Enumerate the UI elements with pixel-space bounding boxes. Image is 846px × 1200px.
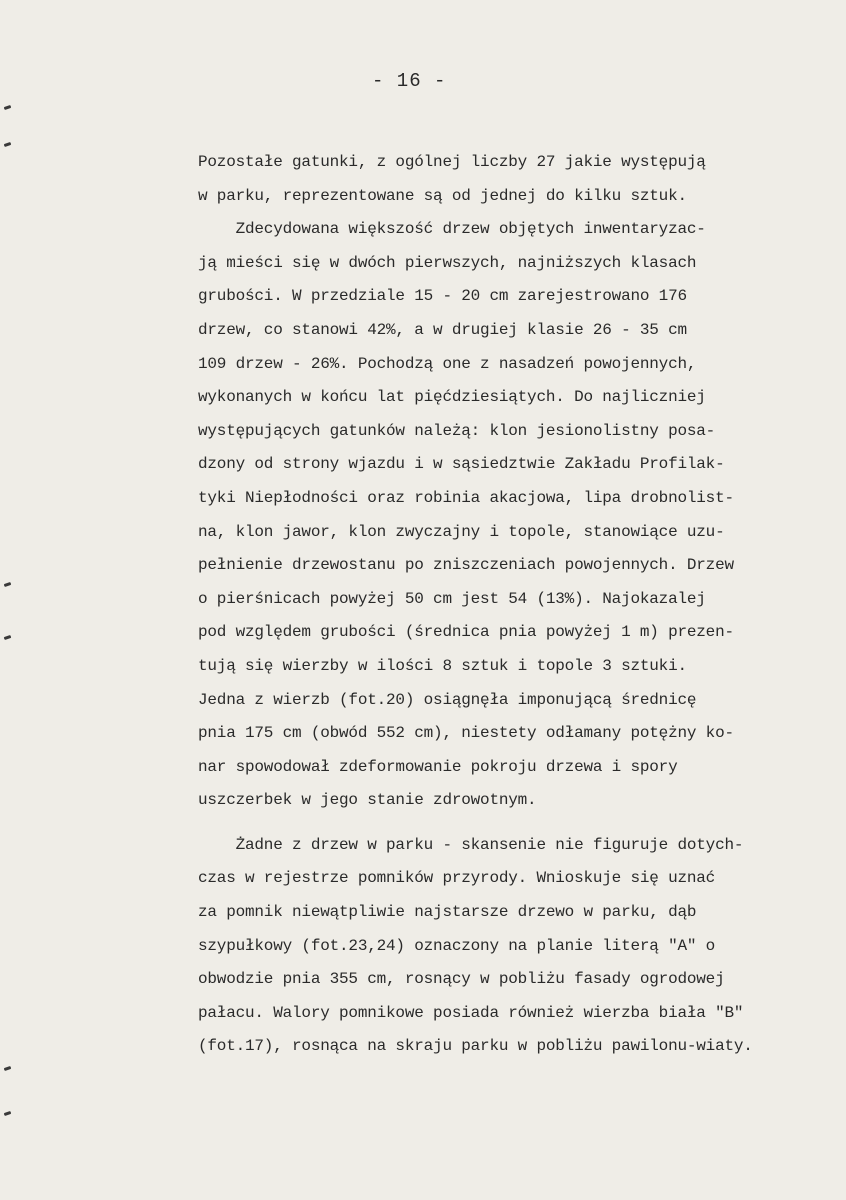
text-line: za pomnik niewątpliwie najstarsze drzewo w parku, dąb bbox=[198, 903, 697, 922]
paragraph-gap bbox=[198, 818, 818, 829]
binding-hole-mark bbox=[4, 142, 12, 147]
paragraph-2 bbox=[198, 213, 818, 818]
text-line: Żadne z drzew w parku - skansenie nie figuruje dotych- bbox=[198, 835, 744, 854]
text-line: w parku, reprezentowane są od jednej do kilku sztuk. bbox=[198, 186, 687, 205]
binding-hole-mark bbox=[4, 1066, 12, 1071]
text-line: 109 drzew - 26%. Pochodzą one z nasadzeń powojennych, bbox=[198, 354, 697, 373]
text-line: uszczerbek w jego stanie zdrowotnym. bbox=[198, 791, 537, 810]
text-line: nar spowodował zdeformowanie pokroju drzewa i spory bbox=[198, 757, 678, 776]
text-line: Pozostałe gatunki, z ogólnej liczby 27 jakie występują bbox=[198, 153, 706, 171]
text-line: pełnienie drzewostanu po zniszczeniach powojennych. Drzew bbox=[198, 556, 734, 575]
binding-hole-mark bbox=[4, 1111, 12, 1116]
text-line: dzony od strony wjazdu i w sąsiedztwie Zakładu Profilak- bbox=[198, 455, 725, 474]
text-line: o pierśnicach powyżej 50 cm jest 54 (13%). Najokazalej bbox=[198, 589, 706, 608]
text-line: grubości. W przedziale 15 - 20 cm zarejestrowano 176 bbox=[198, 287, 687, 306]
text-line: ją mieści się w dwóch pierwszych, najniższych klasach bbox=[198, 253, 697, 272]
binding-hole-mark bbox=[4, 635, 12, 640]
text-line: wykonanych w końcu lat pięćdziesiątych. Do najliczniej bbox=[198, 388, 706, 407]
text-line: tyki Niepłodności oraz robinia akacjowa, lipa drobnolist- bbox=[198, 488, 734, 507]
text-line: występujących gatunków należą: klon jesionolistny posa- bbox=[198, 421, 716, 440]
text-line: Jedna z wierzb (fot.20) osiągnęła imponującą średnicę bbox=[198, 690, 697, 709]
text-line: drzew, co stanowi 42%, a w drugiej klasie 26 - 35 cm bbox=[198, 320, 687, 339]
paragraph-3 bbox=[198, 829, 818, 1064]
text-line: pałacu. Walory pomnikowe posiada również wierzba biała "B" bbox=[198, 1003, 744, 1022]
text-line: szypułkowy (fot.23,24) oznaczony na planie literą "A" o bbox=[198, 936, 716, 955]
text-line: na, klon jawor, klon zwyczajny i topole, stanowiące uzu- bbox=[198, 522, 725, 541]
text-line: czas w rejestrze pomników przyrody. Wnioskuje się uznać bbox=[198, 869, 716, 888]
text-line: tują się wierzby w ilości 8 sztuk i topole 3 sztuki. bbox=[198, 656, 687, 675]
binding-hole-mark bbox=[4, 582, 12, 587]
text-line: (fot.17), rosnąca na skraju parku w pobliżu pawilonu-wiaty. bbox=[198, 1037, 753, 1056]
page-number: - 16 - bbox=[372, 70, 447, 92]
text-line: obwodzie pnia 355 cm, rosnący w pobliżu fasady ogrodowej bbox=[198, 970, 725, 989]
body-text bbox=[198, 146, 818, 1064]
binding-hole-mark bbox=[4, 105, 12, 110]
text-line: pod względem grubości (średnica pnia powyżej 1 m) prezen- bbox=[198, 623, 734, 642]
paragraph-1 bbox=[198, 146, 818, 213]
text-line: pnia 175 cm (obwód 552 cm), niestety odłamany potężny ko- bbox=[198, 724, 734, 743]
text-line: Zdecydowana większość drzew objętych inwentaryzac- bbox=[198, 220, 706, 239]
